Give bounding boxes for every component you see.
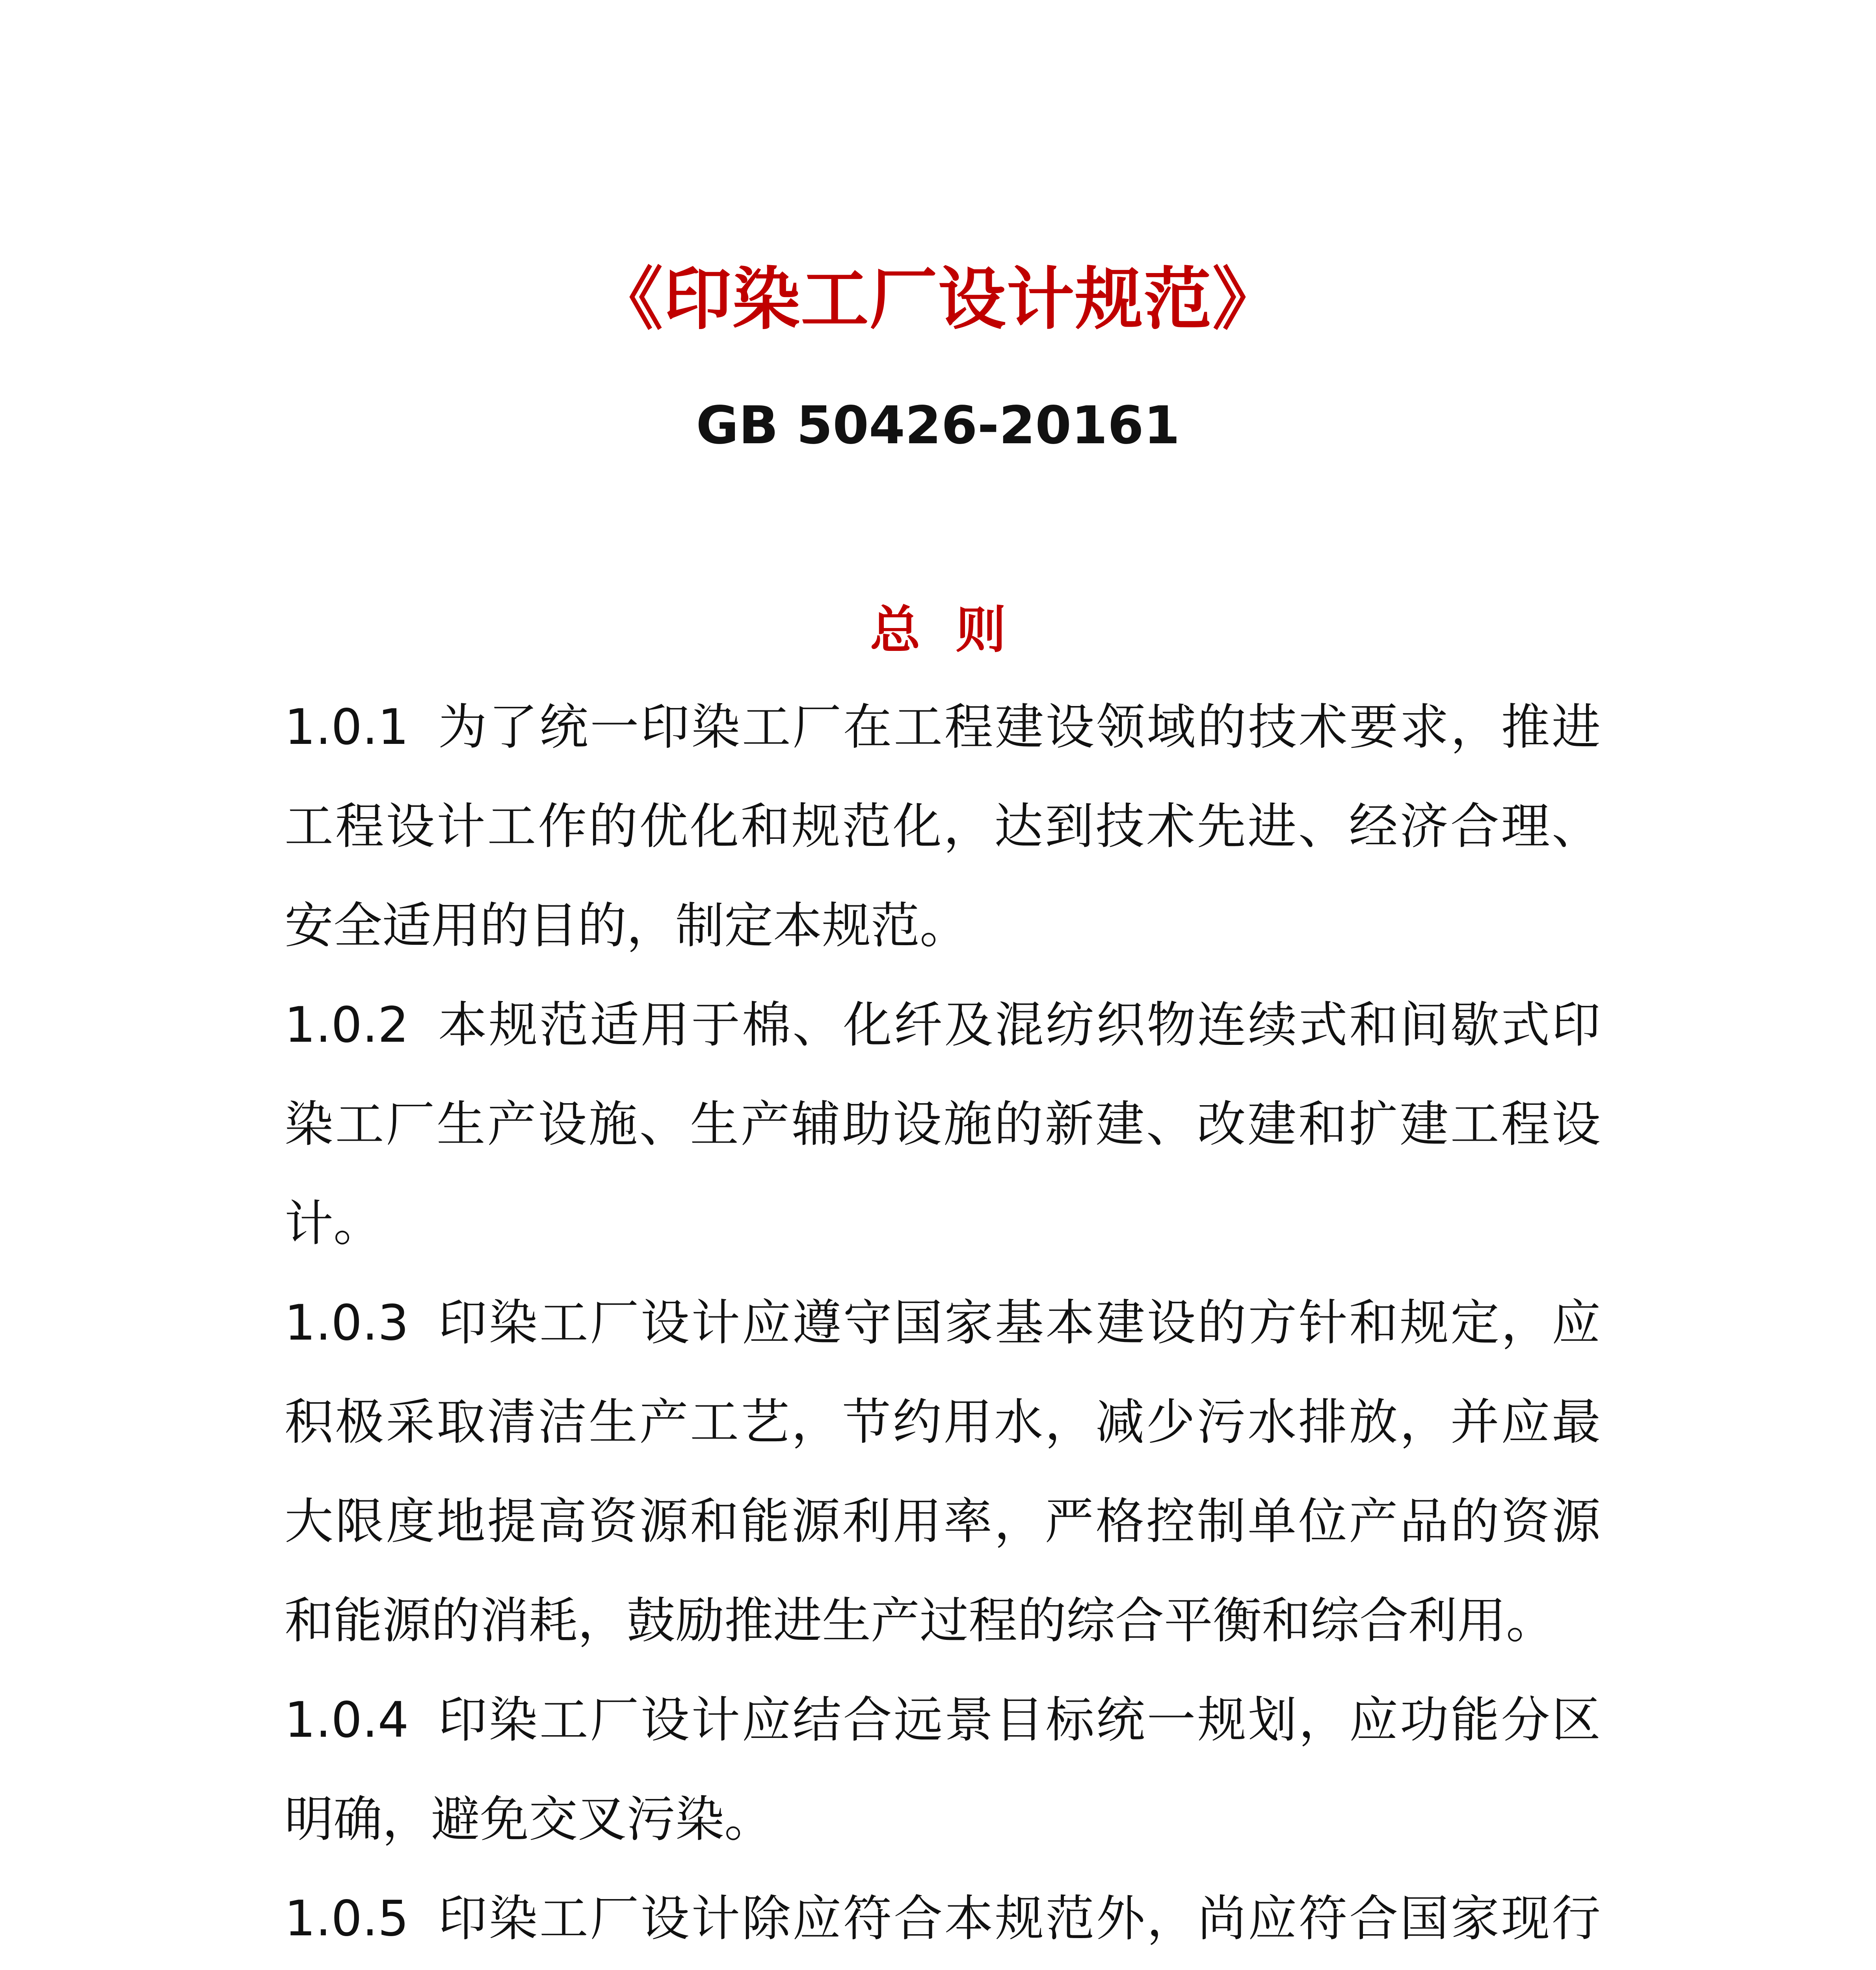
clause-1-0-5 [284, 1869, 1601, 1970]
clause-number: 1.0.4 [284, 1692, 409, 1749]
standard-code: GB 50426-20161 [696, 395, 1180, 456]
clause-1-0-1 [284, 678, 1601, 976]
clause-1-0-4 [284, 1671, 1601, 1869]
clause-number: 1.0.1 [284, 699, 409, 756]
clause-number: 1.0.2 [284, 997, 409, 1054]
clause-1-0-3 [284, 1273, 1601, 1671]
clause-number: 1.0.3 [284, 1295, 409, 1351]
clause-text: 印染工厂设计应遵守国家基本建设的方针和规定，应积极采取清洁生产工艺，节约用水，减少污水排放，并应最大限度地提高资源和能源利用率，严格控制单位产品的资源和能源的消耗，鼓励推进生产过程的综合平衡和综合利用。 [284, 1295, 1601, 1649]
section-heading-general: 总 则 [870, 601, 1006, 660]
clause-1-0-2 [284, 976, 1601, 1273]
clause-list [284, 678, 1601, 1970]
clause-text: 印染工厂设计除应符合本规范外，尚应符合国家现行 [436, 1890, 1601, 1947]
clause-number: 1.0.5 [284, 1890, 409, 1947]
document-title: 《印染工厂设计规范》 [595, 260, 1281, 339]
clause-text: 为了统一印染工厂在工程建设领域的技术要求，推进工程设计工作的优化和规范化，达到技术先进、经济合理、安全适用的目的，制定本规范。 [284, 699, 1601, 954]
clause-text: 本规范适用于棉、化纤及混纺织物连续式和间歇式印染工厂生产设施、生产辅助设施的新建、改建和扩建工程设计。 [284, 997, 1601, 1252]
clause-text: 印染工厂设计应结合远景目标统一规划，应功能分区明确，避免交叉污染。 [284, 1692, 1601, 1848]
